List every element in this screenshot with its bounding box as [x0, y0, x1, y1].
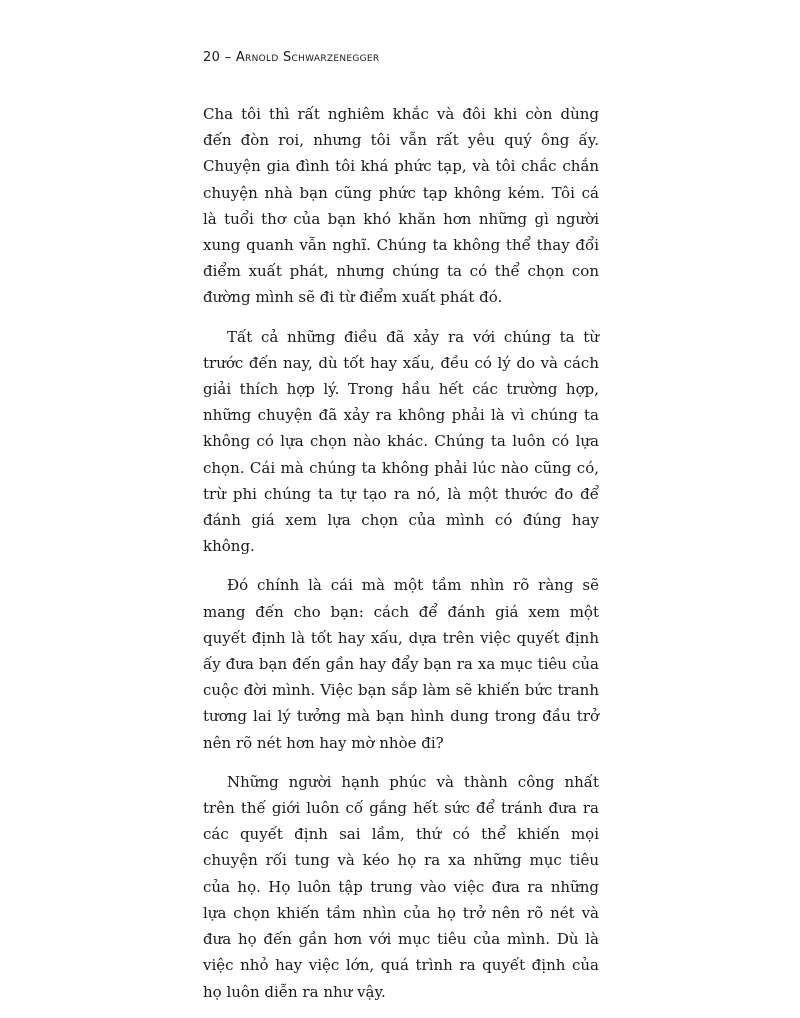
- page-number: 20: [203, 50, 221, 65]
- paragraph-2: Tất cả những điều đã xảy ra với chúng ta từ trước đến nay, dù tốt hay xấu, đều có lý do và cách giải thích hợp lý. Trong hầu hết các trường hợp, những chuyện đã xảy ra không phải là vì chúng ta không có lựa chọn nào khác. Chúng ta luôn có lựa chọn. Cái mà chúng ta không phải lúc nào cũng có, trừ phi chúng ta tự tạo ra nó, là một thước đo để đánh giá xem lựa chọn của mình có đúng hay không.: [203, 327, 599, 556]
- running-header: [203, 50, 379, 65]
- body-text: [203, 101, 599, 1018]
- paragraph-3: Đó chính là cái mà một tầm nhìn rõ ràng sẽ mang đến cho bạn: cách để đánh giá xem một quyết định là tốt hay xấu, dựa trên việc quyết định ấy đưa bạn đến gần hay đẩy bạn ra xa mục tiêu của cuộc đời mình. Việc bạn sắp làm sẽ khiến bức tranh tương lai lý tưởng mà bạn hình dung trong đầu trở nên rõ nét hơn hay mờ nhòe đi?: [203, 576, 599, 752]
- paragraph-4: Những người hạnh phúc và thành công nhất trên thế giới luôn cố gắng hết sức để tránh đưa ra các quyết định sai lầm, thứ có thể khiến mọi chuyện rối tung và kéo họ ra xa những mục tiêu của họ. Họ luôn tập trung vào việc đưa ra những lựa chọn khiến tầm nhìn của họ trở nên rõ nét và đưa họ đến gần hơn với mục tiêu của mình. Dù là việc nhỏ hay việc lớn, quá trình ra quyết định của họ luôn diễn ra như vậy.: [203, 772, 599, 1001]
- author-name: Arnold Schwarzenegger: [235, 50, 380, 65]
- paragraph-1: Cha tôi thì rất nghiêm khắc và đôi khi còn dùng đến đòn roi, nhưng tôi vẫn rất yêu quý ông ấy. Chuyện gia đình tôi khá phức tạp, và tôi chắc chắn chuyện nhà bạn cũng phức tạp không kém. Tôi cá là tuổi thơ của bạn khó khăn hơn những gì người xung quanh vẫn nghĩ. Chúng ta không thể thay đổi điểm xuất phát, nhưng chúng ta có thể chọn con đường mình sẽ đi từ điểm xuất phát đó.: [203, 105, 599, 307]
- header-separator: –: [224, 50, 232, 65]
